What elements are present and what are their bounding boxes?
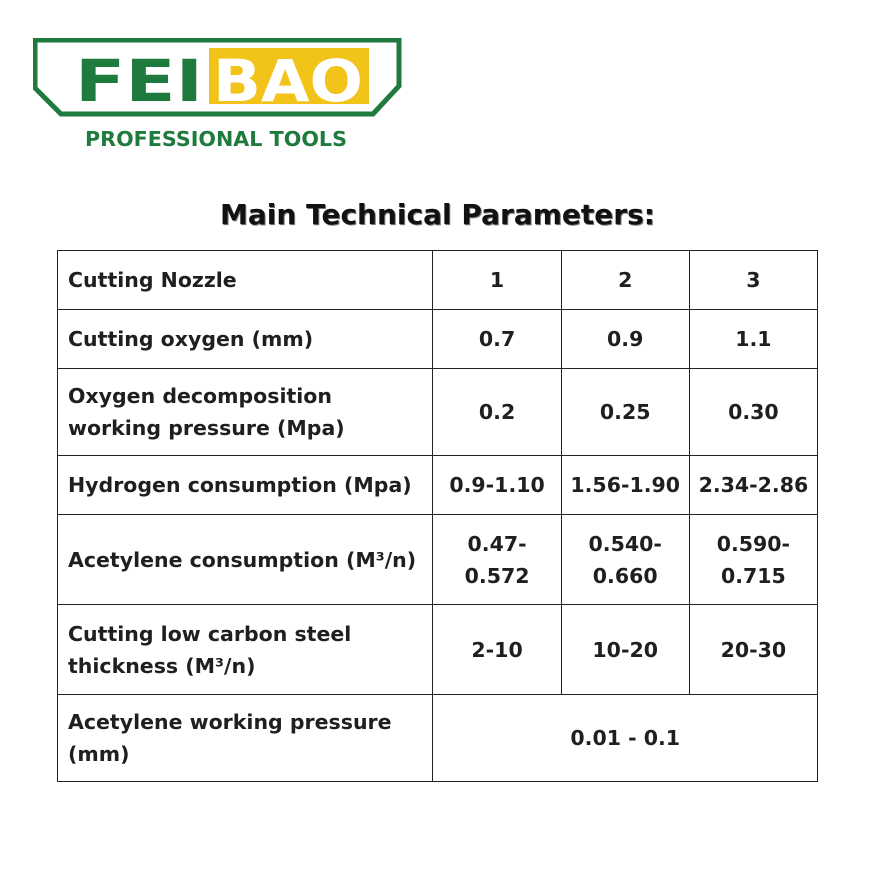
brand-tagline: PROFESSIONAL TOOLS <box>85 127 347 151</box>
table-row <box>58 369 818 456</box>
label-line: Acetylene working pressure <box>68 710 392 734</box>
table-cell: 0.30 <box>689 369 817 456</box>
table-cell: 0.9-1.10 <box>433 456 561 515</box>
row-label <box>58 605 433 695</box>
table-cell <box>561 515 689 605</box>
table-cell: 20-30 <box>689 605 817 695</box>
table-cell: 1.56-1.90 <box>561 456 689 515</box>
table-cell: 0.2 <box>433 369 561 456</box>
value-line: 0.572 <box>464 563 530 588</box>
value-line: 0.47- <box>467 531 527 556</box>
table-row <box>58 515 818 605</box>
table-cell: 0.25 <box>561 369 689 456</box>
brand-name-yellow: BAO <box>213 47 363 115</box>
table-row <box>58 251 818 310</box>
value-line: 0.590- <box>716 531 791 556</box>
table-cell-merged: 0.01 - 0.1 <box>433 695 818 782</box>
value-line: 0.540- <box>588 531 662 556</box>
table-cell: 2-10 <box>433 605 561 695</box>
row-label: Cutting Nozzle <box>58 251 433 310</box>
table-cell: 0.9 <box>561 310 689 369</box>
value-line: 0.715 <box>720 563 786 588</box>
table-row <box>58 605 818 695</box>
label-line: Oxygen decomposition <box>68 384 332 408</box>
label-line: (mm) <box>68 742 130 766</box>
label-line: working pressure (Mpa) <box>68 416 345 440</box>
brand-logo <box>33 38 403 158</box>
row-label <box>58 369 433 456</box>
row-label <box>58 695 433 782</box>
table-row <box>58 695 818 782</box>
table-cell: 1 <box>433 251 561 310</box>
table-cell <box>433 515 561 605</box>
table-row <box>58 310 818 369</box>
row-label: Hydrogen consumption (Mpa) <box>58 456 433 515</box>
label-line: Cutting low carbon steel <box>68 621 352 646</box>
table-cell: 2.34-2.86 <box>689 456 817 515</box>
table-cell: 1.1 <box>689 310 817 369</box>
parameters-table <box>57 250 818 782</box>
table-cell: 10-20 <box>561 605 689 695</box>
label-line: thickness (M³/n) <box>68 653 256 678</box>
table-cell: 3 <box>689 251 817 310</box>
row-label: Cutting oxygen (mm) <box>58 310 433 369</box>
table-row <box>58 456 818 515</box>
table-cell <box>689 515 817 605</box>
page-title: Main Technical Parameters: <box>220 198 655 231</box>
value-line: 0.660 <box>592 563 658 588</box>
table-cell: 2 <box>561 251 689 310</box>
row-label: Acetylene consumption (M³/n) <box>58 515 433 605</box>
brand-name-green: FEI <box>75 47 203 115</box>
table-cell: 0.7 <box>433 310 561 369</box>
